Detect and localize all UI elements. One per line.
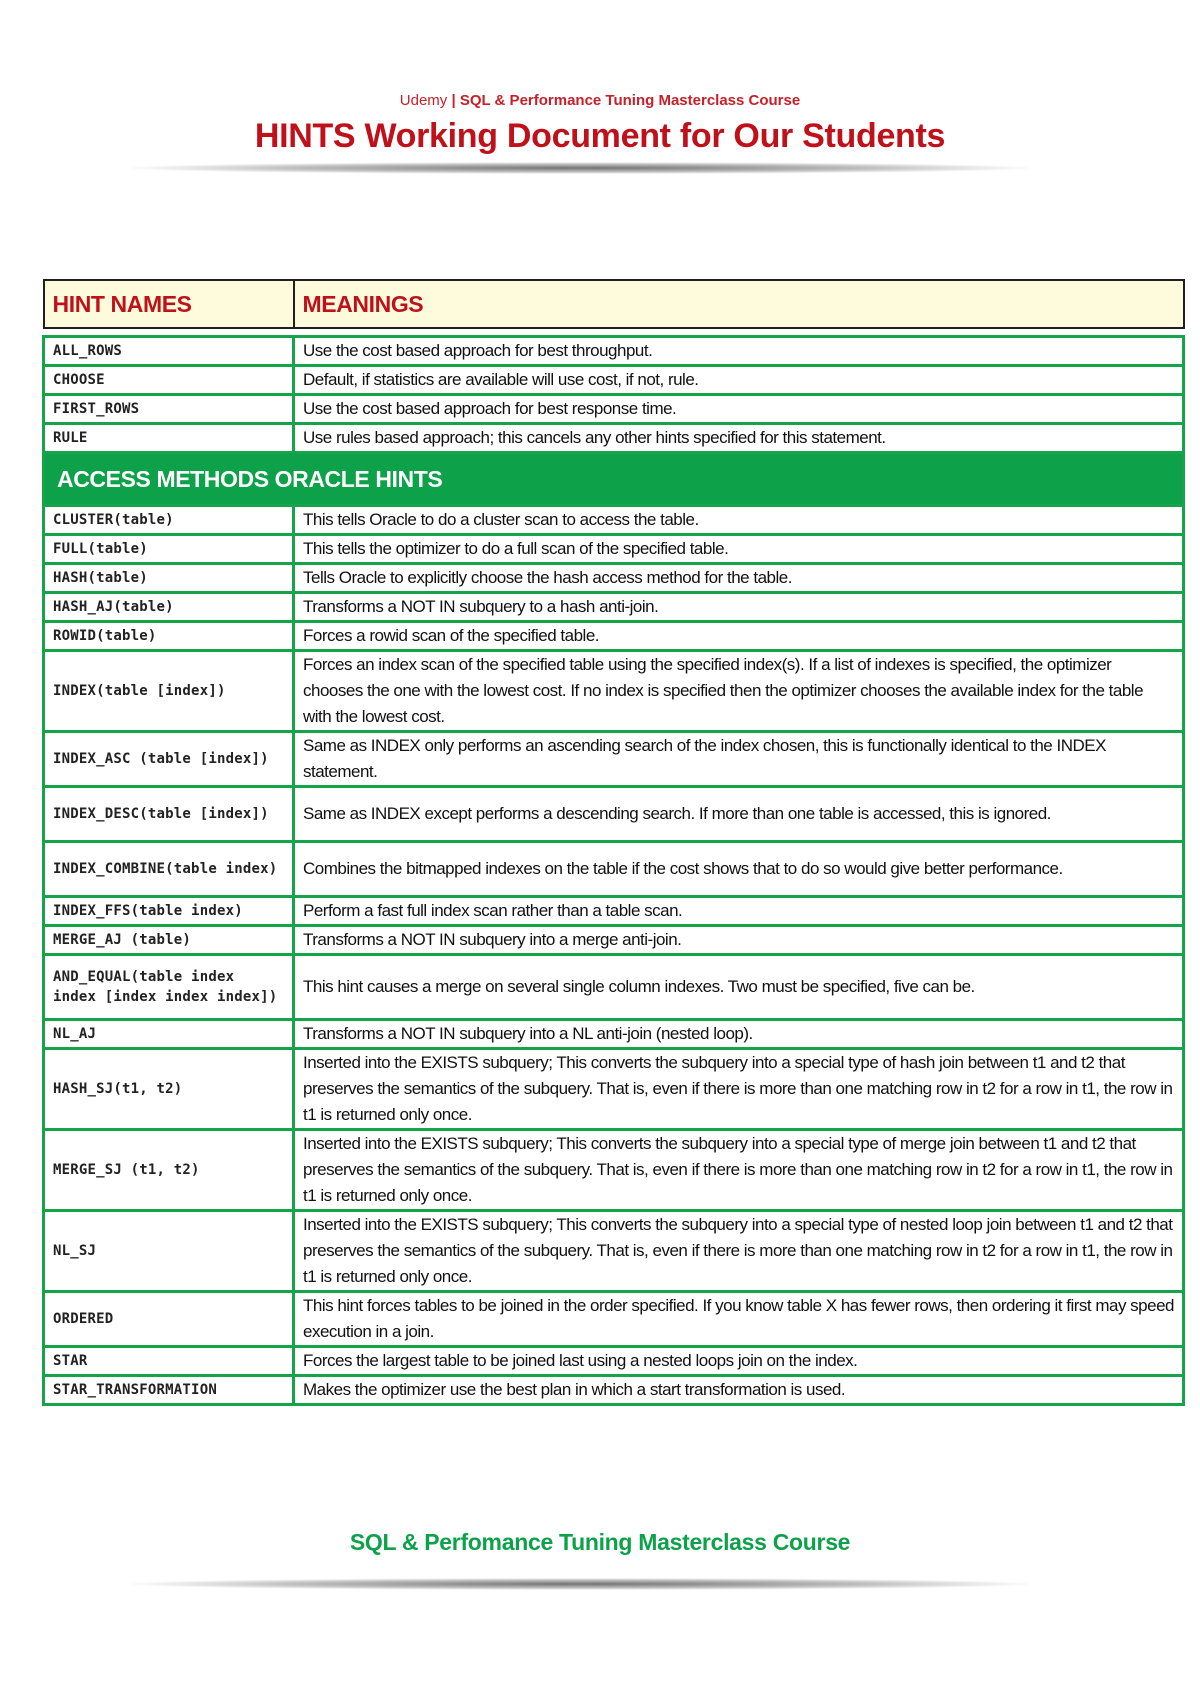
- hint-meaning: Forces the largest table to be joined last using a nested loops join on the index.: [294, 1347, 1184, 1376]
- hint-name: INDEX_COMBINE(table index): [44, 842, 294, 897]
- header-divider: [130, 162, 1030, 174]
- page-title: HINTS Working Document for Our Students: [254, 117, 946, 155]
- hints-table: [42, 279, 1185, 1406]
- hint-meaning: Transforms a NOT IN subquery into a merge anti-join.: [294, 926, 1184, 955]
- hint-meaning: Transforms a NOT IN subquery into a NL anti-join (nested loop).: [294, 1020, 1184, 1049]
- hint-meaning: This hint causes a merge on several single column indexes. Two must be specified, five can be.: [294, 955, 1184, 1020]
- hint-name: CHOOSE: [44, 366, 294, 395]
- hint-meaning: Use the cost based approach for best response time.: [294, 395, 1184, 424]
- section-header-row: [44, 453, 1184, 506]
- hint-name: INDEX_ASC (table [index]): [44, 732, 294, 787]
- course-subtitle: [0, 92, 1200, 110]
- table-row: [44, 1049, 1184, 1130]
- table-row: [44, 535, 1184, 564]
- table-row: [44, 897, 1184, 926]
- hint-name: ORDERED: [44, 1292, 294, 1347]
- hint-meaning: Inserted into the EXISTS subquery; This converts the subquery into a special type of hash join between t1 and t2 that preserves the semantics of the subquery. That is, even if there is more than one matching row in t2 for a row in t1, the row in t1 is returned only once.: [294, 1049, 1184, 1130]
- table-row: [44, 955, 1184, 1020]
- hint-meaning: This tells the optimizer to do a full scan of the specified table.: [294, 535, 1184, 564]
- hint-name: INDEX_DESC(table [index]): [44, 787, 294, 842]
- table-row: [44, 651, 1184, 732]
- hint-meaning: Combines the bitmapped indexes on the table if the cost shows that to do so would give better performance.: [294, 842, 1184, 897]
- table-row: [44, 593, 1184, 622]
- hint-meaning: This tells Oracle to do a cluster scan to access the table.: [294, 506, 1184, 535]
- header-spacer: [44, 328, 1184, 337]
- table-row: [44, 732, 1184, 787]
- hint-name: INDEX(table [index]): [44, 651, 294, 732]
- hint-name: NL_AJ: [44, 1020, 294, 1049]
- table-row: [44, 926, 1184, 955]
- hint-meaning: Forces a rowid scan of the specified table.: [294, 622, 1184, 651]
- hint-name: CLUSTER(table): [44, 506, 294, 535]
- hint-name: INDEX_FFS(table index): [44, 897, 294, 926]
- meanings-header: MEANINGS: [294, 280, 1184, 328]
- hint-name: HASH_SJ(t1, t2): [44, 1049, 294, 1130]
- section-title: ACCESS METHODS ORACLE HINTS: [44, 453, 1184, 506]
- brand-name: Udemy: [399, 92, 448, 109]
- hint-name: AND_EQUAL(table index index [index index index]): [44, 955, 294, 1020]
- hint-meaning: Perform a fast full index scan rather than a table scan.: [294, 897, 1184, 926]
- hint-name: HASH_AJ(table): [44, 593, 294, 622]
- footer-divider: [130, 1578, 1030, 1590]
- hint-meaning: Default, if statistics are available will use cost, if not, rule.: [294, 366, 1184, 395]
- table-row: [44, 1130, 1184, 1211]
- hint-name: HASH(table): [44, 564, 294, 593]
- hint-name: NL_SJ: [44, 1211, 294, 1292]
- footer-course-title: SQL & Perfomance Tuning Masterclass Course: [349, 1529, 851, 1555]
- table-row: [44, 1292, 1184, 1347]
- table-row: [44, 1211, 1184, 1292]
- table-row: [44, 787, 1184, 842]
- table-row: [44, 842, 1184, 897]
- hint-names-header: HINT NAMES: [44, 280, 294, 328]
- hint-meaning: Makes the optimizer use the best plan in which a start transformation is used.: [294, 1376, 1184, 1405]
- table-row: [44, 337, 1184, 366]
- table-row: [44, 506, 1184, 535]
- table-row: [44, 622, 1184, 651]
- hint-name: STAR: [44, 1347, 294, 1376]
- hint-name: ROWID(table): [44, 622, 294, 651]
- hint-meaning: This hint forces tables to be joined in the order specified. If you know table X has fewer rows, then ordering it first may speed execution in a join.: [294, 1292, 1184, 1347]
- table-row: [44, 1376, 1184, 1405]
- table-header-row: [44, 280, 1184, 328]
- hint-meaning: Same as INDEX except performs a descending search. If more than one table is accessed, this is ignored.: [294, 787, 1184, 842]
- table-row: [44, 1020, 1184, 1049]
- hint-meaning: Inserted into the EXISTS subquery; This converts the subquery into a special type of merge join between t1 and t2 that preserves the semantics of the subquery. That is, even if there is more than one matching row in t2 for a row in t1, the row in t1 is returned only once.: [294, 1130, 1184, 1211]
- table-row: [44, 424, 1184, 453]
- table-row: [44, 1347, 1184, 1376]
- hint-meaning: Inserted into the EXISTS subquery; This converts the subquery into a special type of nested loop join between t1 and t2 that preserves the semantics of the subquery. That is, even if there is more than one matching row in t2 for a row in t1, the row in t1 is returned only once.: [294, 1211, 1184, 1292]
- document-header: [0, 92, 1200, 158]
- hint-name: FIRST_ROWS: [44, 395, 294, 424]
- hint-meaning: Forces an index scan of the specified table using the specified index(s). If a list of indexes is specified, the optimizer chooses the one with the lowest cost. If no index is specified then the optimizer chooses the available index for the table with the lowest cost.: [294, 651, 1184, 732]
- table-row: [44, 366, 1184, 395]
- hint-meaning: Transforms a NOT IN subquery to a hash anti-join.: [294, 593, 1184, 622]
- hint-meaning: Tells Oracle to explicitly choose the hash access method for the table.: [294, 564, 1184, 593]
- hint-name: STAR_TRANSFORMATION: [44, 1376, 294, 1405]
- hint-name: ALL_ROWS: [44, 337, 294, 366]
- table-row: [44, 564, 1184, 593]
- hint-name: MERGE_SJ (t1, t2): [44, 1130, 294, 1211]
- hint-meaning: Use rules based approach; this cancels any other hints specified for this statement.: [294, 424, 1184, 453]
- hint-name: MERGE_AJ (table): [44, 926, 294, 955]
- subtitle-separator: |: [447, 92, 460, 109]
- course-name: SQL & Performance Tuning Masterclass Course: [459, 92, 801, 109]
- hint-meaning: Same as INDEX only performs an ascending search of the index chosen, this is functionally identical to the INDEX statement.: [294, 732, 1184, 787]
- hint-name: FULL(table): [44, 535, 294, 564]
- table-row: [44, 395, 1184, 424]
- hint-meaning: Use the cost based approach for best throughput.: [294, 337, 1184, 366]
- hint-name: RULE: [44, 424, 294, 453]
